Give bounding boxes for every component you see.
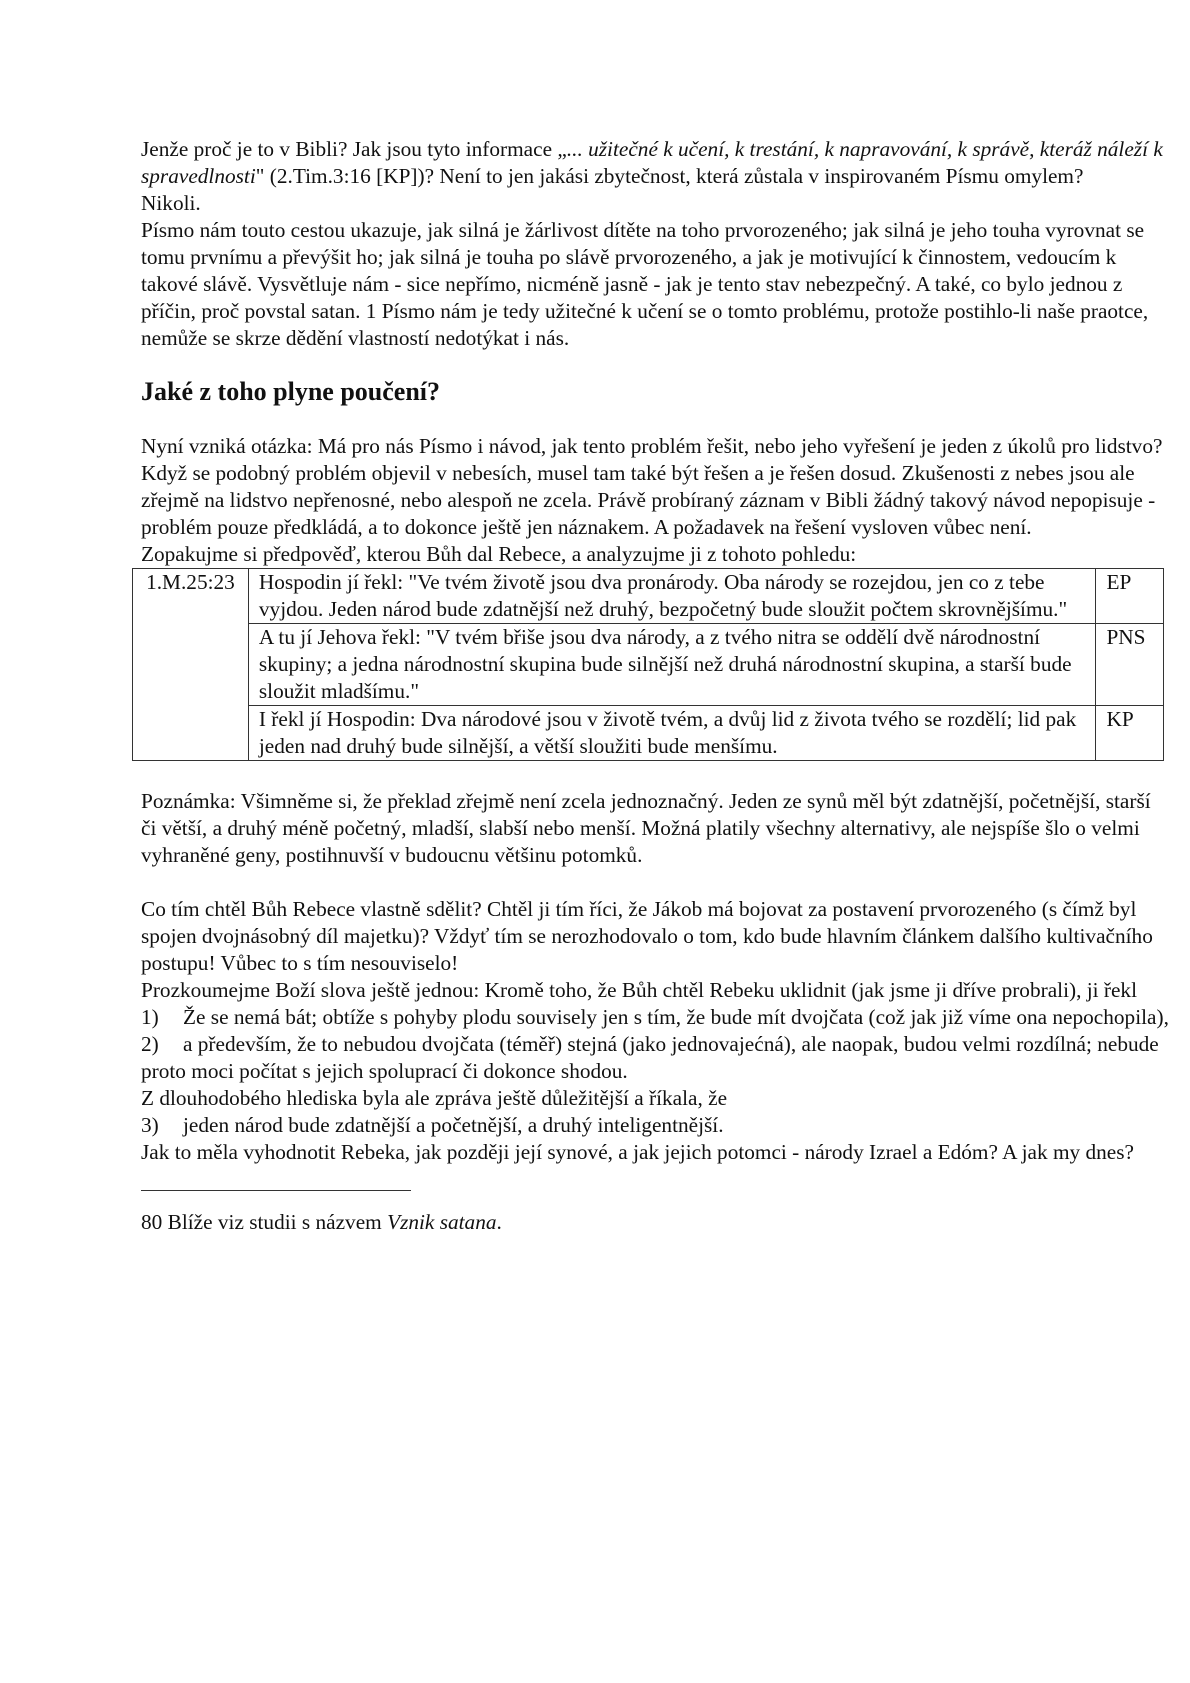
list-marker: 2) bbox=[141, 1032, 159, 1056]
footnote-separator bbox=[141, 1190, 411, 1191]
question-paragraph: Nyní vzniká otázka: Má pro nás Písmo i návod, jak tento problém řešit, nebo jeho vyřešení je jeden z úkolů pro lidstvo? Když se podobný problém objevil v nebesích, musel tam také být řešen a je řešen dosud. Zkušenosti z nebes jsou ale zřejmě na lidstvo nepřenosné, nebo alespoň ne zcela. Právě probíraný záznam v Bibli žádný takový návod nepopisuje - problém pouze předkládá, a to dokonce ještě jen náznakem. A požadavek na řešení vysloven vůbec není. bbox=[141, 434, 1163, 539]
footnote-text: 80 Blíže viz studii s názvem bbox=[141, 1210, 388, 1234]
table-row bbox=[133, 706, 1164, 761]
translation-abbr-pns: PNS bbox=[1096, 624, 1164, 706]
list-marker: 1) bbox=[141, 1005, 159, 1029]
footnote-end: . bbox=[496, 1210, 502, 1234]
spacer bbox=[141, 869, 1171, 896]
list-item bbox=[141, 1004, 1171, 1031]
translation-abbr-ep: EP bbox=[1096, 569, 1164, 624]
list-item bbox=[141, 1031, 1171, 1085]
intro-paragraph bbox=[141, 136, 1171, 190]
list-item-text: a především, že to nebudou dvojčata (téměř) stejná (jako jednovajećná), ale naopak, budou velmi rozdílná; nebude proto moci počítat s jejich spoluprací či dokonce shodou. bbox=[141, 1032, 1159, 1083]
analysis-paragraph-2: Prozkoumejme Boží slova ještě jednou: Kromě toho, že Bůh chtěl Rebeku uklidnit (jak jsme ji dříve probrali), ji řekl bbox=[141, 978, 1137, 1002]
list-item-text: Že se nemá bát; obtíže s pohyby plodu souvisely jen s tím, že bude mít dvojčata (což jak již víme ona nepochopila), bbox=[183, 1005, 1169, 1029]
footnote-title: Vznik satana bbox=[387, 1210, 497, 1234]
note-paragraph: Poznámka: Všimněme si, že překlad zřejmě není zcela jednoznačný. Jeden ze synů měl být zdatnější, početnější, starší či větší, a druhý méně početný, mladší, slabší nebo menší. Možná platily všechny alternativy, ale nejspíše šlo o velmi vyhraněné geny, postihnuvší v budoucnu většinu potomků. bbox=[141, 789, 1151, 867]
verse-text-pns: A tu jí Jehova řekl: "V tvém břiše jsou dva národy, a z tvého nitra se oddělí dvě národnostní skupiny; a jedna národnostní skupina bude silnější než druhá národnostní skupina, a starší bude sloužit mladšímu." bbox=[248, 624, 1096, 706]
scripture-quote: ... užitečné k učení, k trestání, k napravování, k správě, kteráž náleží k spravedlnosti bbox=[141, 137, 1163, 188]
verse-text-kp: I řekl jí Hospodin: Dva národové jsou v životě tvém, a dvůj lid z života tvého se rozdělí; lid pak jeden nad druhý bude silnější, a větší sloužiti bude menšímu. bbox=[248, 706, 1096, 761]
quote-citation: " (2.Tim.3:16 [KP])? Není to jen jakási zbytečnost, která zůstala v inspirovaném Písmu omylem? bbox=[255, 164, 1084, 188]
intro-text: Jenže proč je to v Bibli? Jak jsou tyto informace „ bbox=[141, 137, 567, 161]
translation-abbr-kp: KP bbox=[1096, 706, 1164, 761]
spacer bbox=[141, 761, 1171, 788]
list-item-text: jeden národ bude zdatnější a početnější, a druhý inteligentnější. bbox=[183, 1113, 724, 1137]
list-marker: 3) bbox=[141, 1113, 159, 1137]
list-item bbox=[141, 1112, 1171, 1139]
answer-line: Nikoli. bbox=[141, 191, 201, 215]
closing-question: Jak to měla vyhodnotit Rebeka, jak později její synové, a jak jejich potomci - národy Izrael a Edóm? A jak my dnes? bbox=[141, 1140, 1134, 1164]
section-heading: Jaké z toho plyne poučení? bbox=[141, 377, 441, 406]
bridge-line: Z dlouhodobého hlediska byla ale zpráva ještě důležitější a říkala, že bbox=[141, 1086, 728, 1110]
document-page bbox=[141, 136, 1171, 1236]
verse-comparison-table bbox=[132, 568, 1164, 761]
analysis-paragraph: Co tím chtěl Bůh Rebece vlastně sdělit? Chtěl ji tím říci, že Jákob má bojovat za postavení prvorozeného (s čímž byl spojen dvojnásobný díl majetku)? Vždyť tím se nerozhodovalo o tom, kdo bude hlavním článkem dalšího kultivačního postupu! Vůbec to s tím nesouviselo! bbox=[141, 897, 1153, 975]
verse-text-ep: Hospodin jí řekl: "Ve tvém životě jsou dva pronárody. Oba národy se rozejdou, jen co z tebe vyjdou. Jeden národ bude zdatnější než druhý, bezpočetný bude sloužit počtem skrovnějšímu." bbox=[248, 569, 1096, 624]
intro-body-paragraph: Písmo nám touto cestou ukazuje, jak silná je žárlivost dítěte na toho prvorozeného; jak silná je jeho touha vyrovnat se tomu prvnímu a převýšit ho; jak silná je touha po slávě prvorozeného, a jak je motivující k činnostem, vedoucím k takové slávě. Vysvětluje nám - sice nepřímo, nicméně jasně - jak je tento stav nebezpečný. A také, co bylo jednou z příčin, proč povstal satan. 1 Písmo nám je tedy užitečné k učení se o tomto problému, protože postihlo-li naše praotce, nemůže se skrze dědění vlastností nedotýkat i nás. bbox=[141, 218, 1149, 350]
footnote bbox=[141, 1209, 1171, 1236]
verse-reference: 1.M.25:23 bbox=[133, 569, 249, 761]
table-row bbox=[133, 569, 1164, 624]
table-row bbox=[133, 624, 1164, 706]
table-intro: Zopakujme si předpověď, kterou Bůh dal Rebece, a analyzujme ji z tohoto pohledu: bbox=[141, 542, 857, 566]
